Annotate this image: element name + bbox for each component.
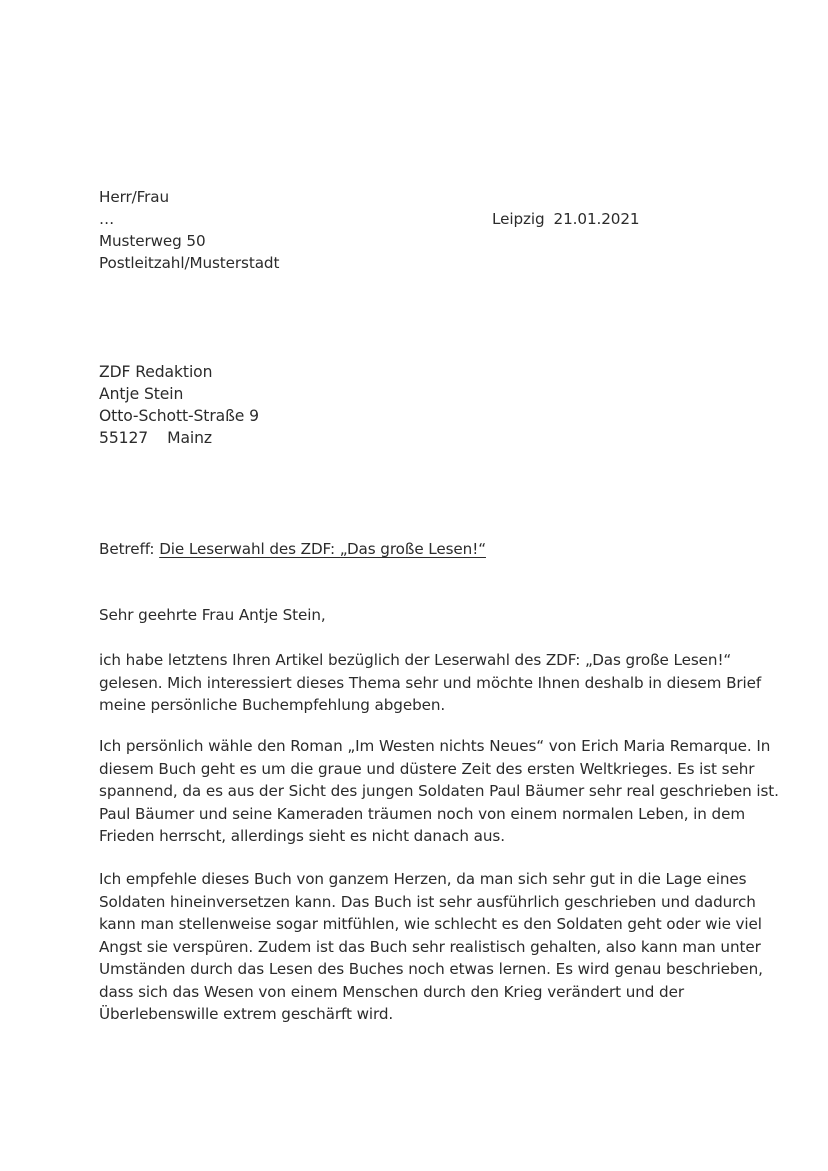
paragraph-3 [99,868,763,1026]
recipient-organization: ZDF Redaktion [99,363,213,381]
paragraph-line: Ich empfehle dieses Buch von ganzem Herzen, da man sich sehr gut in die Lage eines [99,870,747,888]
subject-label: Betreff: [99,540,155,558]
paragraph-line: Paul Bäumer und seine Kameraden träumen noch von einem normalen Leben, in dem [99,804,746,823]
subject-text: Die Leserwahl des ZDF: „Das große Lesen!“ [159,540,486,558]
recipient-street: Otto-Schott-Straße 9 [99,407,259,425]
paragraph-1 [99,649,761,717]
greeting: Sehr geehrte Frau Antje Stein, [99,606,326,624]
paragraph-line: Überlebenswille extrem geschärft wird. [99,1005,394,1023]
paragraph-line: Ich persönlich wähle den Roman „Im Westen nichts Neues“ von Erich Maria Remarque. In [99,737,771,755]
place-date [492,208,640,230]
paragraph-line: Frieden herrscht, allerdings sieht es nicht danach aus. [99,827,505,845]
paragraph-line: kann man stellenweise sogar mitfühlen, wie schlecht es den Soldaten geht oder wie viel [99,915,762,933]
recipient-zip-city [99,427,212,449]
paragraph-line: ich habe letztens Ihren Artikel bezüglich der Leserwahl des ZDF: „Das große Lesen!“ [99,651,732,669]
sender-name: … [99,210,115,228]
paragraph-line: Umständen durch das Lesen des Buches noch etwas lernen. Es wird genau beschrieben, [99,960,763,978]
recipient-name: Antje Stein [99,385,184,403]
sender-street: Musterweg 50 [99,232,206,250]
paragraph-line: Angst sie verspüren. Zudem ist das Buch sehr realistisch gehalten, also kann man unter [99,937,761,956]
paragraph-line: meine persönliche Buchempfehlung abgeben. [99,696,446,714]
paragraph-2 [99,735,779,848]
place: Leipzig [492,210,545,228]
date: 21.01.2021 [553,210,640,228]
sender-city: Postleitzahl/Musterstadt [99,254,280,272]
paragraph-line: dass sich das Wesen von einem Menschen durch den Krieg verändert und der [99,982,684,1001]
recipient-city: Mainz [167,429,213,447]
recipient-zip: 55127 [99,429,149,447]
paragraph-line: gelesen. Mich interessiert dieses Thema sehr und möchte Ihnen deshalb in diesem Brief [99,673,762,692]
paragraph-line: Soldaten hineinversetzen kann. Das Buch ist sehr ausführlich geschrieben und dadurch [99,892,756,911]
paragraph-line: spannend, da es aus der Sicht des jungen Soldaten Paul Bäumer sehr real geschrieben ist. [99,782,779,800]
paragraph-line: diesem Buch geht es um die graue und düstere Zeit des ersten Weltkrieges. Es ist sehr [99,759,755,778]
sender-salutation-line: Herr/Frau [99,188,170,206]
subject-line [99,538,486,560]
